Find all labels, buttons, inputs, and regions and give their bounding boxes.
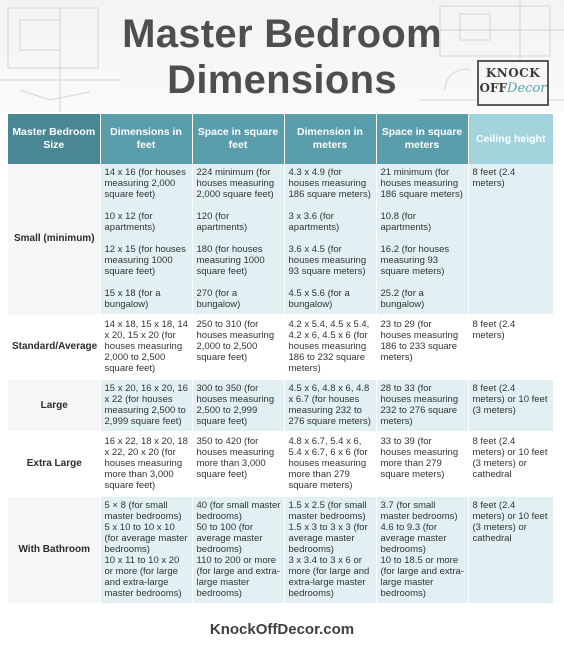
feet-cell: 14 x 18, 15 x 18, 14 x 20, 15 x 20 (for houses measuring 2,000 to 2,500 square feet): [100, 315, 192, 379]
meters-cell: 4.8 x 6.7, 5.4 x 6, 5.4 x 6.7, 6 x 6 (for houses measuring more than 279 square meters): [284, 432, 376, 496]
size-cell: Extra Large: [8, 432, 100, 496]
cell-text: 8 feet (2.4 meters): [472, 167, 516, 189]
table-header-row: [8, 114, 553, 164]
logo-text-off: OFF: [479, 81, 508, 95]
cell-text: 1.5 x 2.5 (for small master bedrooms): [288, 500, 367, 522]
feet-cell: [100, 164, 192, 315]
header-ceiling-height: Ceiling height: [468, 114, 553, 164]
header-square-feet: Space in square feet: [192, 114, 284, 164]
cell-text: 10 x 12 (for apartments): [104, 211, 156, 233]
square-feet-cell: 300 to 350 (for houses measuring 2,500 to 2,999 square feet): [192, 379, 284, 432]
meters-cell: [284, 164, 376, 315]
cell-text: 10 to 18.5 or more (for large and extra-large master bedrooms): [380, 555, 464, 599]
square-feet-cell: 350 to 420 (for houses measuring more than 3,000 square feet): [192, 432, 284, 496]
ceiling-cell: 8 feet (2.4 meters): [468, 315, 553, 379]
cell-text: 40 (for small master bedrooms): [196, 500, 281, 522]
cell-text: 1.5 x 3 to 3 x 3 (for average master bedrooms): [288, 522, 368, 555]
size-cell: With Bathroom: [8, 496, 100, 604]
cell-text: 5 × 8 (for small master bedrooms): [104, 500, 182, 522]
footer-website: KnockOffDecor.com: [209, 621, 355, 638]
cell-text: 25.2 (for a bungalow): [380, 288, 425, 310]
cell-text: 3 x 3.4 to 3 x 6 or more (for large and extra-large master bedrooms): [288, 555, 370, 599]
size-cell: Large: [8, 379, 100, 432]
square-meters-cell: [376, 496, 468, 604]
square-feet-cell: [192, 164, 284, 315]
cell-text: 15 x 18 (for a bungalow): [104, 288, 161, 310]
header-size: Master Bedroom Size: [8, 114, 100, 164]
logo-text-line-1: KNOCK: [485, 66, 541, 80]
table-row: [8, 496, 553, 604]
square-feet-cell: 250 to 310 (for houses measuring 2,000 to 2,500 square feet): [192, 315, 284, 379]
table-row: [8, 164, 553, 315]
meters-cell: 4.5 x 6, 4.8 x 6, 4.8 x 6.7 (for houses measuring 232 to 276 square meters): [284, 379, 376, 432]
logo-text-line-2: [479, 81, 547, 96]
feet-cell: 16 x 22, 18 x 20, 18 x 22, 20 x 20 (for houses measuring more than 3,000 square feet): [100, 432, 192, 496]
dimensions-table: [8, 114, 554, 605]
brand-logo: [477, 60, 549, 106]
cell-text: 3.7 (for small master bedrooms): [380, 500, 458, 522]
square-meters-cell: 33 to 39 (for houses measuring more than 279 square meters): [376, 432, 468, 496]
logo-text-decor: Decor: [507, 81, 547, 96]
cell-text: 120 (for apartments): [196, 211, 248, 233]
square-meters-cell: 23 to 29 (for houses measuring 186 to 233 square meters): [376, 315, 468, 379]
table-row: [8, 315, 553, 379]
meters-cell: [284, 496, 376, 604]
cell-text: 110 to 200 or more (for large and extra-large master bedrooms): [196, 555, 280, 599]
cell-text: 10 x 11 to 10 x 20 or more (for large and extra-large master bedrooms): [104, 555, 182, 599]
header-dimensions-meters: Dimension in meters: [284, 114, 376, 164]
cell-text: 5 x 10 to 10 x 10 (for average master bedrooms): [104, 522, 188, 555]
square-feet-cell: [192, 496, 284, 604]
table-row: [8, 379, 553, 432]
cell-text: 3 x 3.6 (for apartments): [288, 211, 340, 233]
cell-text: 4.5 x 5.6 (for a bungalow): [288, 288, 350, 310]
cell-text: 50 to 100 (for average master bedrooms): [196, 522, 263, 555]
cell-text: 4.6 to 9.3 (for average master bedrooms): [380, 522, 447, 555]
cell-text: 4.3 x 4.9 (for houses measuring 186 square meters): [288, 167, 371, 200]
table-row: [8, 432, 553, 496]
square-meters-cell: [376, 164, 468, 315]
square-meters-cell: 28 to 33 (for houses measuring 232 to 276 square meters): [376, 379, 468, 432]
feet-cell: 15 x 20, 16 x 20, 16 x 22 (for houses measuring 2,500 to 2,999 square feet): [100, 379, 192, 432]
header-dimensions-feet: Dimensions in feet: [100, 114, 192, 164]
cell-text: 180 (for houses measuring 1000 square feet): [196, 244, 265, 277]
page-title-line-1: Master Bedroom: [122, 12, 442, 56]
cell-text: 10.8 (for apartments): [380, 211, 432, 233]
ceiling-cell: [468, 164, 553, 315]
cell-text: 16.2 (for houses measuring 93 square meters): [380, 244, 450, 277]
feet-cell: [100, 496, 192, 604]
cell-text: 21 minimum (for houses measuring 186 square meters): [380, 167, 463, 200]
header-banner: [0, 0, 564, 112]
ceiling-cell: 8 feet (2.4 meters) or 10 feet (3 meters): [468, 379, 553, 432]
cell-text: 3.6 x 4.5 (for houses measuring 93 square meters): [288, 244, 367, 277]
header-square-meters: Space in square meters: [376, 114, 468, 164]
cell-text: 270 (for a bungalow): [196, 288, 241, 310]
ceiling-cell: 8 feet (2.4 meters) or 10 feet (3 meters) or cathedral: [468, 496, 553, 604]
meters-cell: 4.2 x 5.4, 4.5 x 5.4, 4.2 x 6, 4.5 x 6 (for houses measuring 186 to 232 square meters): [284, 315, 376, 379]
cell-text: 224 minimum (for houses measuring 2,000 square feet): [196, 167, 275, 200]
size-cell: Small (minimum): [8, 164, 100, 315]
page-title-line-2: Dimensions: [167, 58, 397, 102]
cell-text: 14 x 16 (for houses measuring 2,000 square feet): [104, 167, 186, 200]
cell-text: 12 x 15 (for houses measuring 1000 square feet): [104, 244, 186, 277]
size-cell: Standard/Average: [8, 315, 100, 379]
ceiling-cell: 8 feet (2.4 meters) or 10 feet (3 meters) or cathedral: [468, 432, 553, 496]
